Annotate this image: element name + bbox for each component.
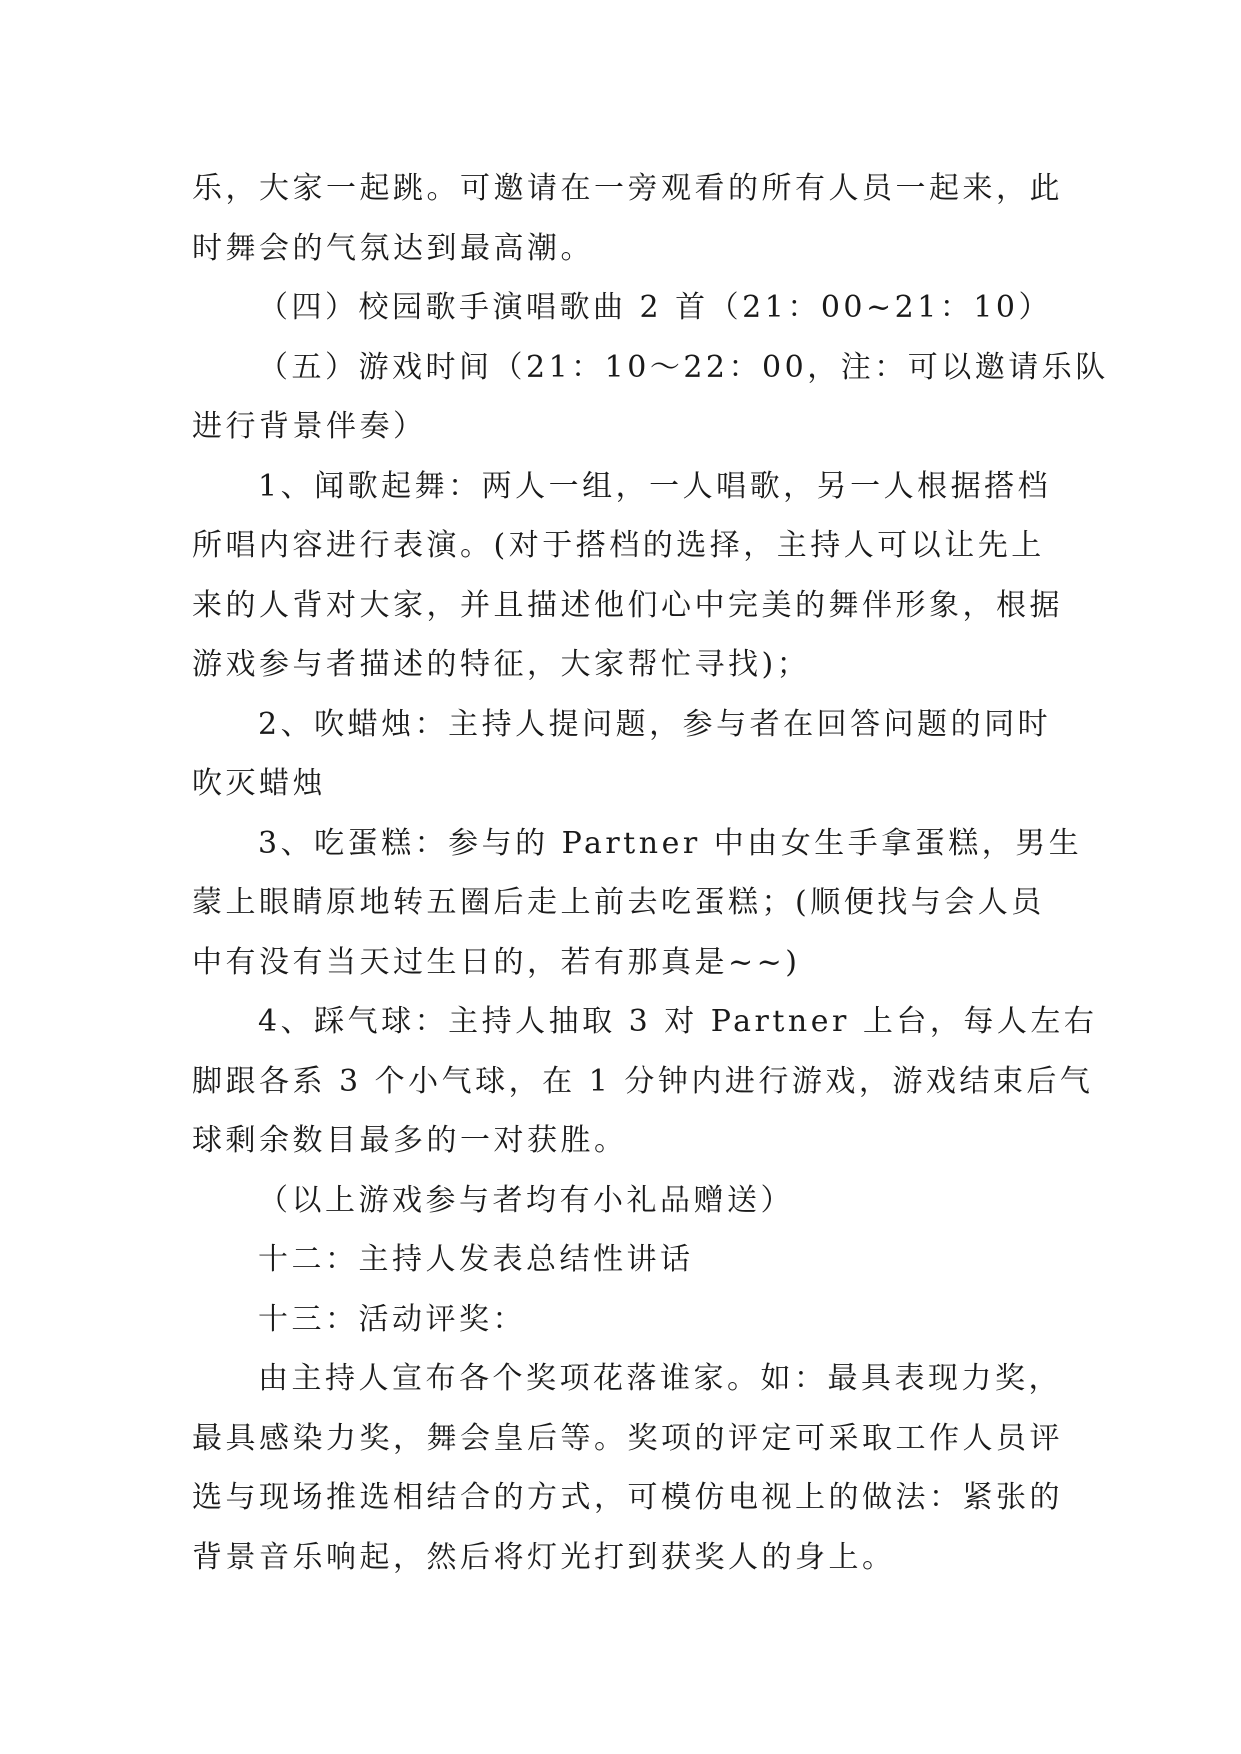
text-line: 十三：活动评奖： — [258, 1301, 526, 1337]
text-line: 来的人背对大家，并且描述他们心中完美的舞伴形象，根据 — [192, 587, 1063, 623]
text-line: 最具感染力奖，舞会皇后等。奖项的评定可采取工作人员评 — [192, 1420, 1063, 1456]
text-line: 2、吹蜡烛：主持人提问题，参与者在回答问题的同时 — [258, 706, 1052, 742]
text-line: 乐，大家一起跳。可邀请在一旁观看的所有人员一起来，此 — [192, 171, 1063, 206]
text-line: 中有没有当天过生日的，若有那真是~~) — [192, 944, 801, 980]
text-line: 吹灭蜡烛 — [192, 766, 326, 801]
text-line: 4、踩气球：主持人抽取 3 对 Partner 上台，每人左右 — [258, 1004, 1098, 1039]
text-line: 3、吃蛋糕：参与的 Partner 中由女生手拿蛋糕，男生 — [258, 825, 1083, 861]
text-line: 由主持人宣布各个奖项花落谁家。如：最具表现力奖， — [258, 1361, 1062, 1396]
text-line: 选与现场推选相结合的方式，可模仿电视上的做法：紧张的 — [192, 1480, 1063, 1515]
text-line: 所唱内容进行表演。(对于搭档的选择，主持人可以让先上 — [192, 528, 1045, 563]
text-line: （四）校园歌手演唱歌曲 2 首（21：00~21：10） — [258, 290, 1052, 325]
text-line: 1、闻歌起舞：两人一组，一人唱歌，另一人根据搭档 — [258, 468, 1052, 504]
text-line: 背景音乐响起，然后将灯光打到获奖人的身上。 — [192, 1539, 896, 1575]
text-line: 蒙上眼睛原地转五圈后走上前去吃蛋糕；(顺便找与会人员 — [192, 885, 1045, 920]
text-line: 游戏参与者描述的特征，大家帮忙寻找)； — [192, 647, 811, 682]
text-line: 球剩余数目最多的一对获胜。 — [192, 1123, 628, 1158]
text-line: 脚跟各系 3 个小气球，在 1 分钟内进行游戏，游戏结束后气 — [192, 1063, 1094, 1099]
document-body — [192, 159, 1109, 1587]
text-line: 进行背景伴奏） — [192, 409, 427, 444]
text-line: （以上游戏参与者均有小礼品赠送） — [258, 1182, 794, 1218]
text-line: 十二：主持人发表总结性讲话 — [258, 1242, 694, 1277]
text-line: （五）游戏时间（21：10～22：00，注：可以邀请乐队 — [258, 349, 1109, 385]
text-line: 时舞会的气氛达到最高潮。 — [192, 230, 594, 266]
